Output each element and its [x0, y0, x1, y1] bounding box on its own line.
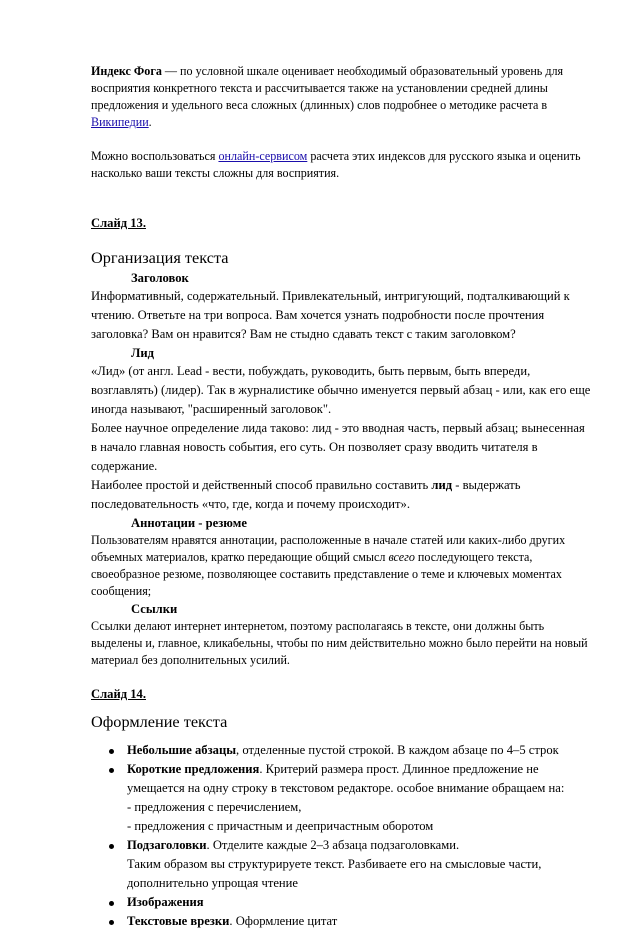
zagolovok-text: Информативный, содержательный. Привлекательный, интригующий, подталкивающий к чтению. Ответьте на три вопроса. Вам хочется узнать подробности после прочтения заголовка? Вам он нравится? Вам не стыдно сдавать текст с таким заголовком? — [91, 289, 570, 341]
list-item — [91, 741, 591, 760]
list-item — [91, 912, 591, 931]
heading-formatting: Оформление текста — [91, 712, 228, 731]
subheading-annotations: Аннотации - резюме — [131, 516, 247, 530]
bullet-3-text: . Отделите каждые 2–3 абзаца подзаголовками. — [206, 838, 460, 852]
bullet-icon — [109, 901, 114, 906]
bullet-5-text: . Оформление цитат — [229, 914, 338, 928]
lid-text-3 — [91, 476, 591, 514]
fog-text-end: . — [148, 115, 152, 129]
lid-text-3c: - выдержать последовательность «что, где, когда и почему происходит». — [91, 478, 521, 511]
fog-term: Индекс Фога — [91, 64, 162, 78]
subheading-lid: Лид — [131, 346, 155, 360]
bullet-5-bold: Текстовые врезки — [127, 914, 230, 928]
document-page — [91, 63, 591, 931]
bullet-3-bold: Подзаголовки — [127, 838, 207, 852]
bullet-2-bold: Короткие предложения — [127, 762, 260, 776]
fog-text: — по условной шкале оценивает необходимый образовательный уровень для восприятия конкретного текста и рассчитывается также на установлении средней длины предложения и удельного веса сложных (длинных) слов подробнее о методике расчета в — [91, 64, 564, 112]
bullet-2-sub-2: - предложения с причастным и деепричастным оборотом — [127, 819, 434, 833]
bullet-icon — [109, 844, 114, 849]
bullet-2-text: . Критерий размера прост. Длинное предложение не умещается на одну строку в текстовом редакторе. особое внимание обращаем на: — [127, 762, 565, 795]
bullet-2-sub-1: - предложения с перечислением, — [127, 800, 302, 814]
lid-bold: лид — [431, 478, 453, 492]
subheading-links: Ссылки — [131, 602, 178, 616]
annot-text-1: Пользователям нравятся аннотации, расположенные в начале статей или каких-либо других объемных материалов, кратко передающие общий смысл — [91, 533, 566, 564]
slide-13-label: Слайд 13. — [91, 216, 146, 230]
links-text: Ссылки делают интернет интернетом, поэтому располагаясь в тексте, они должны быть выделены и, главное, кликабельны, чтобы по ним действительно можно было перейти на новый материал без дополнительных усилий. — [91, 619, 588, 667]
online-service-link[interactable]: онлайн-сервисом — [218, 149, 308, 163]
bullet-icon — [109, 920, 114, 925]
annot-text-2: последующего текста, своеобразное резюме, позволяющее составить представление о теме и ключевых моментах сообщения; — [91, 550, 562, 598]
slide-14-label: Слайд 14. — [91, 687, 146, 701]
bullet-1-text: , отделенные пустой строкой. В каждом абзаце по 4–5 строк — [236, 743, 559, 757]
bullet-icon — [109, 749, 114, 754]
lid-text-2: Более научное определение лида таково: лид - это вводная часть, первый абзац; вынесенная в начало главная новость события, его суть. Он позволяет сразу вводить читателя в содержание. — [91, 421, 585, 473]
annotations-text — [91, 532, 591, 600]
bullet-3-cont: Таким образом вы структурируете текст. Разбиваете его на смысловые части, дополнительно упрощая чтение — [127, 857, 542, 890]
annot-em: всего — [388, 550, 415, 564]
lid-text-1: «Лид» (от англ. Lead - вести, побуждать, руководить, быть первым, быть впереди, возглавлять) (лидер). Так в журналистике обычно именуется первый абзац - или, как его еще иногда называют, "расширенный заголовок". — [91, 364, 591, 416]
bullet-4-bold: Изображения — [127, 895, 204, 909]
fog-paragraph — [91, 63, 591, 131]
heading-organization: Организация текста — [91, 248, 229, 267]
online-text-end: расчета этих индексов для русского языка и оценить насколько ваши тексты сложны для восприятия. — [91, 149, 581, 180]
bullet-icon — [109, 768, 114, 773]
list-item — [91, 760, 591, 836]
lid-text-3a: Наиболее простой и действенный способ правильно составить — [91, 478, 432, 492]
subheading-zagolovok: Заголовок — [131, 271, 189, 285]
bullet-1-bold: Небольшие абзацы — [127, 743, 237, 757]
online-paragraph — [91, 148, 591, 182]
wikipedia-link[interactable]: Википедии — [91, 115, 149, 129]
online-text: Можно воспользоваться — [91, 149, 219, 163]
list-item — [91, 836, 591, 893]
